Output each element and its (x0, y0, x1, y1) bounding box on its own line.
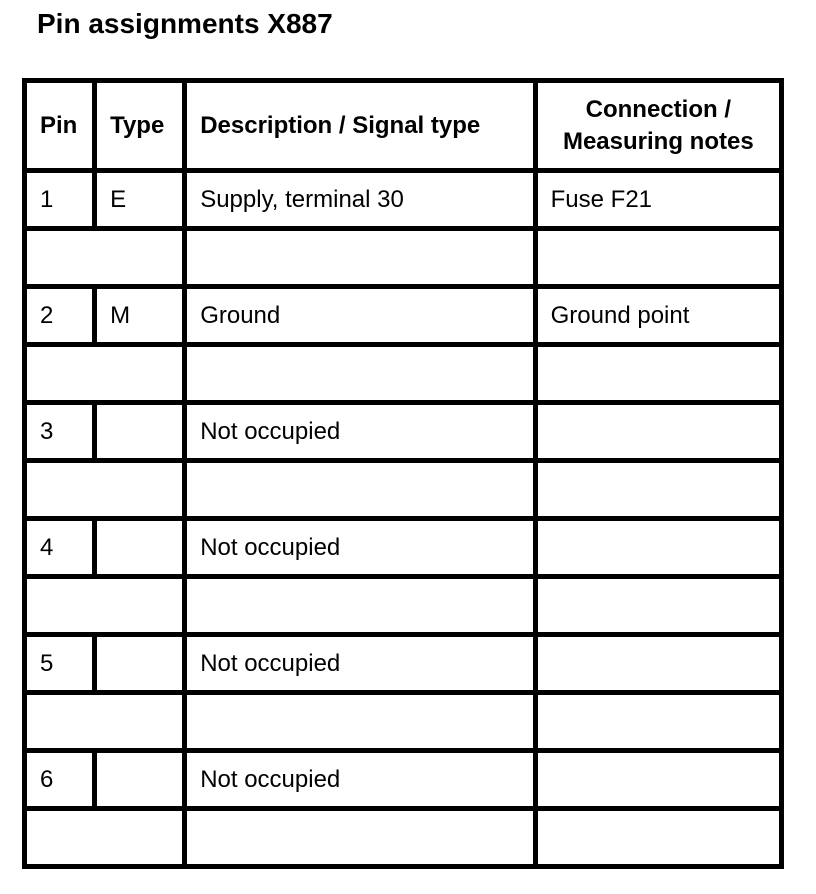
spacer-cell-connection (535, 693, 781, 751)
spacer-cell-description (185, 345, 535, 403)
header-connection (535, 81, 781, 171)
cell-pin: 4 (25, 519, 95, 577)
cell-connection: Fuse F21 (535, 171, 781, 229)
header-connection-line2: Measuring notes (562, 127, 754, 155)
cell-type: E (95, 171, 185, 229)
spacer-cell-connection (535, 229, 781, 287)
cell-type (95, 519, 185, 577)
cell-connection (535, 635, 781, 693)
table-spacer-row (25, 345, 782, 403)
spacer-cell-description (185, 461, 535, 519)
table-row (25, 171, 782, 229)
cell-pin: 3 (25, 403, 95, 461)
spacer-cell-connection (535, 577, 781, 635)
spacer-cell-pin-type (25, 693, 185, 751)
cell-type (95, 403, 185, 461)
spacer-cell-pin-type (25, 345, 185, 403)
spacer-cell-connection (535, 809, 781, 867)
spacer-cell-description (185, 693, 535, 751)
table-spacer-row (25, 809, 782, 867)
cell-type (95, 635, 185, 693)
header-type: Type (95, 81, 185, 171)
table-row (25, 751, 782, 809)
pin-assignment-table (22, 78, 784, 869)
table-row (25, 519, 782, 577)
cell-description: Not occupied (185, 751, 535, 809)
spacer-cell-description (185, 229, 535, 287)
cell-connection (535, 519, 781, 577)
spacer-cell-connection (535, 461, 781, 519)
cell-connection: Ground point (535, 287, 781, 345)
cell-description: Supply, terminal 30 (185, 171, 535, 229)
header-pin: Pin (25, 81, 95, 171)
spacer-cell-pin-type (25, 461, 185, 519)
cell-description: Not occupied (185, 403, 535, 461)
table-row (25, 635, 782, 693)
table-spacer-row (25, 229, 782, 287)
cell-type: M (95, 287, 185, 345)
table-spacer-row (25, 461, 782, 519)
table-spacer-row (25, 693, 782, 751)
spacer-cell-description (185, 809, 535, 867)
cell-description: Not occupied (185, 635, 535, 693)
table-row (25, 403, 782, 461)
cell-pin: 1 (25, 171, 95, 229)
spacer-cell-description (185, 577, 535, 635)
cell-description: Not occupied (185, 519, 535, 577)
table-row (25, 287, 782, 345)
cell-description: Ground (185, 287, 535, 345)
spacer-cell-pin-type (25, 229, 185, 287)
spacer-cell-pin-type (25, 809, 185, 867)
cell-connection (535, 751, 781, 809)
header-description: Description / Signal type (185, 81, 535, 171)
spacer-cell-pin-type (25, 577, 185, 635)
table-header-row (25, 81, 782, 171)
page-title: Pin assignments X887 (37, 8, 333, 39)
spacer-cell-connection (535, 345, 781, 403)
header-connection-line1: Connection / (585, 95, 731, 123)
cell-connection (535, 403, 781, 461)
cell-pin: 5 (25, 635, 95, 693)
cell-pin: 6 (25, 751, 95, 809)
cell-pin: 2 (25, 287, 95, 345)
cell-type (95, 751, 185, 809)
table-spacer-row (25, 577, 782, 635)
